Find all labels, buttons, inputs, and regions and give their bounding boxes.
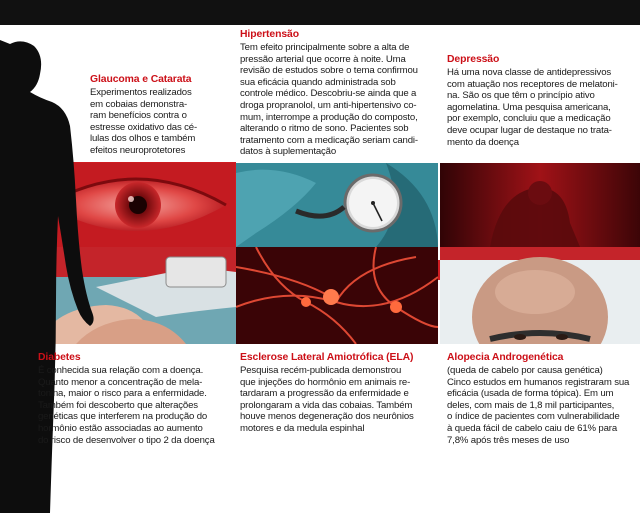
diabetes-title: Diabetes [38,352,81,363]
depressao-title: Depressão [447,54,500,65]
hipertensao-body: Tem efeito principalmente sobre a alta de pressão arterial que ocorre à noite. Uma revisão de estudos sobre o tema confirmou sua eficácia quando administrada sob controle médico. Descobriu-se ainda que a droga propranolol, um anti-hipertensivo co- mum, interrompe a produção do composto, alterando o ritmo de sono. Pacientes sob tratamento com a medicação seriam candi- datos à suplementação [240,42,418,158]
glaucoma-body: Experimentos realizados em cobaias demonstra- ram benefícios contra o estresse oxidativo das cé- lulas dos olhos e também efeitos neuroprotetores [90,87,198,156]
neurons-photo [236,247,438,344]
depression-photo [440,163,640,247]
hipertensao-title: Hipertensão [240,29,299,40]
blood-pressure-photo [236,163,438,247]
glaucoma-title: Glaucoma e Catarata [90,74,192,85]
hipertensao-section [240,29,440,158]
depressao-body: Há uma nova classe de antidepressivos com atuação nos receptores de melatoni- na. São os que têm o princípio ativo agomelatina. Uma pesquisa americana, por exemplo, concluiu que a medicação deve ocupar lugar de destaque no trata- mento da doença [447,67,618,148]
diabetes-body: É conhecida sua relação com a doença. Quanto menor a concentração de mela- tonina, maior o risco para a enfermidade. Também foi descoberto que alterações genéticas que interferem na produção do hormônio estão associadas ao aumento do risco de desenvolver o tipo 2 da doença [38,365,215,446]
alopecia-title: Alopecia Androgenética [447,352,564,363]
diabetes-section [38,352,238,446]
glaucoma-section [90,74,230,157]
depressao-section [447,54,637,148]
top-bar [0,0,640,25]
ela-section [240,352,440,435]
alopecia-section [447,352,639,446]
bald-head-photo [440,247,640,344]
alopecia-body: (queda de cabelo por causa genética) Cinco estudos em humanos registraram sua eficácia (usada de forma tópica). Em um deles, com mais de 1,8 mil participantes, o índice de pacientes com vulnerabilidade à queda fácil de cabelo caiu de 61% para 7,8% após três meses de uso [447,365,630,446]
ela-body: Pesquisa recém-publicada demonstrou que injeções do hormônio em animais re- tardaram a progressão da enfermidade e prolongaram a vida das cobaias. Também houve menos degeneração dos neurônios motores e da medula espinhal [240,365,414,434]
ela-title: Esclerose Lateral Amiotrófica (ELA) [240,352,414,363]
